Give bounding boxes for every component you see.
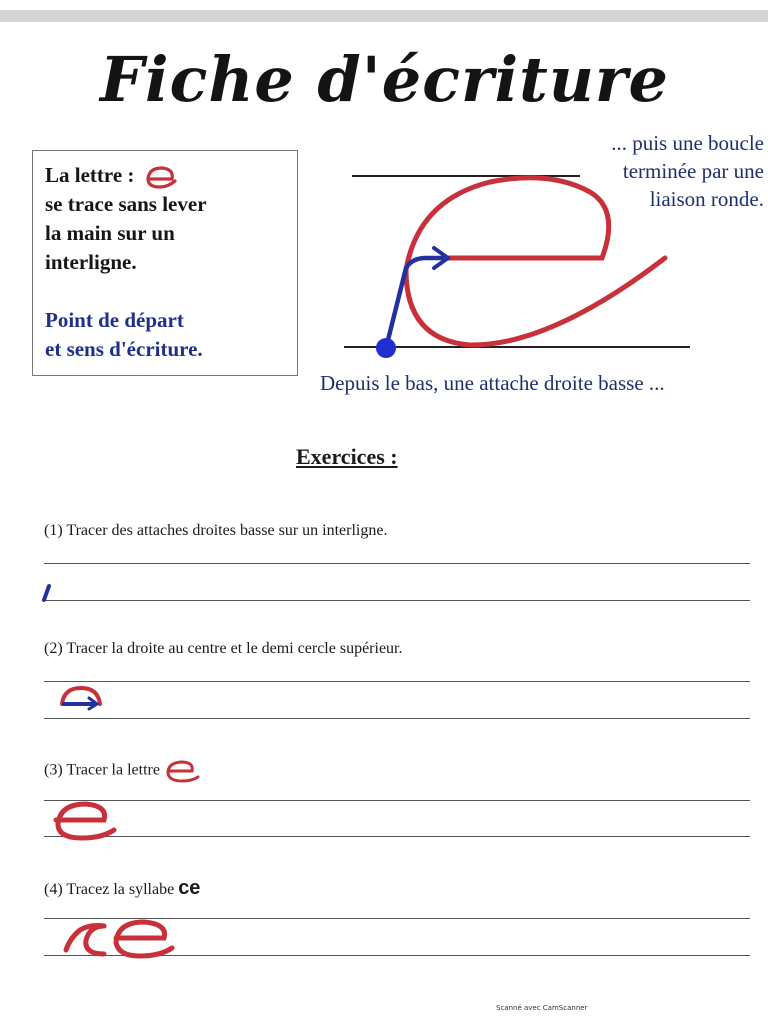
exercise-1-label: (1) Tracer des attaches droites basse sur un interligne. [44,522,388,539]
exercise-3-line-top [44,800,750,801]
attach-stroke-sample-icon [38,580,58,604]
exercise-2-label: (2) Tracer la droite au centre et le demi cercle supérieur. [44,640,403,657]
red-letter-e-icon [164,759,202,783]
caption-top-2: terminée par une [622,159,764,183]
page-title: Fiche d'écriture [100,43,670,116]
scanner-footer: Scanné avec CamScanner [496,1004,588,1012]
letter-e-sample-icon [50,800,120,842]
red-letter-e-icon [144,165,178,189]
caption-top-3: liaison ronde. [649,187,764,211]
info-line-5: Point de départ [45,308,184,332]
exercise-4-label [44,877,200,900]
exercise-3-text: (3) Tracer la lettre [44,761,160,779]
info-line-2: se trace sans lever [45,192,207,216]
exercise-2-line-bottom [44,718,750,719]
exercise-3-label [44,759,202,783]
start-point-dot [376,338,396,358]
info-text-lettre: La lettre : [45,163,135,187]
half-circle-sample-icon [56,682,106,712]
info-box [32,150,298,376]
exercise-3-line-bottom [44,836,750,837]
exercise-1-line-bottom [44,600,750,601]
syllable-ce-sample-icon [60,916,180,960]
exercises-heading: Exercices : [296,444,398,469]
info-line-6: et sens d'écriture. [45,337,203,361]
caption-top-1: ... puis une boucle [611,131,764,155]
top-scan-bar [0,10,768,22]
exercise-4-syllable: ce [178,877,201,899]
caption-bottom: Depuis le bas, une attache droite basse ... [320,371,665,395]
exercise-2-line-top [44,681,750,682]
exercise-1-line-top [44,563,750,564]
info-line-lettre [45,161,297,190]
info-line-4: interligne. [45,250,137,274]
exercise-4-text: (4) Tracez la syllabe [44,881,175,898]
info-line-3: la main sur un [45,221,175,245]
